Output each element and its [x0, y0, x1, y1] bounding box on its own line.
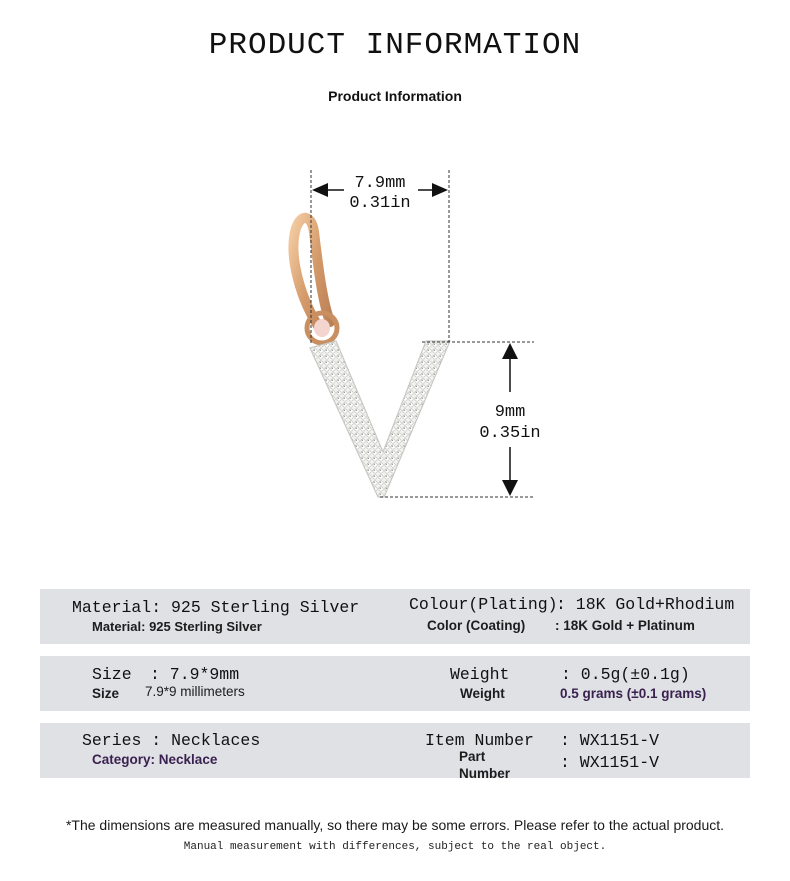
width-in-label: 0.31in [349, 194, 411, 213]
material-label: Material: 925 Sterling Silver [72, 598, 360, 617]
material-sub: Material: 925 Sterling Silver [92, 619, 262, 634]
size-sub-label: Size [92, 686, 120, 701]
series-sub [92, 752, 217, 767]
series-sub-value: Necklace [158, 752, 218, 767]
series-sub-key: Category: [92, 752, 156, 767]
size-label: Size [92, 665, 132, 684]
colour-value: : 18K Gold+Rhodium [556, 595, 735, 614]
item-number-label: Item Number [425, 731, 534, 750]
size-value: : 7.9*9mm [150, 665, 240, 684]
weight-label: Weight [450, 665, 510, 684]
disclaimer-note: *The dimensions are measured manually, so there may be some errors. Please refer to the actual product. [65, 817, 725, 833]
spec-row-size [40, 656, 750, 711]
weight-value: : 0.5g(±0.1g) [561, 665, 690, 684]
colour-sub-label: Color (Coating) [427, 618, 526, 633]
height-in-label: 0.35in [479, 424, 541, 443]
colour-sub-value: : 18K Gold + Platinum [555, 618, 695, 633]
width-mm-label: 7.9mm [354, 174, 406, 193]
item-number-value: : WX1151-V [560, 731, 660, 750]
series-label: Series : Necklaces [82, 731, 261, 750]
part-number-label-2: Number [459, 766, 511, 781]
part-number-label-1: Part [459, 749, 486, 764]
disclaimer-note-secondary: Manual measurement with differences, subject to the real object. [183, 841, 607, 853]
jump-ring-icon [294, 218, 337, 343]
height-mm-label: 9mm [494, 403, 526, 422]
size-sub-value: 7.9*9 millimeters [145, 684, 245, 699]
weight-sub-label: Weight [460, 686, 505, 701]
page-subtitle: Product Information [328, 88, 462, 104]
spec-row-series [40, 723, 750, 781]
spec-row-material [40, 589, 750, 644]
page-title: PRODUCT INFORMATION [208, 28, 582, 63]
weight-sub-value: 0.5 grams (±0.1 grams) [560, 686, 707, 701]
part-number-value: : WX1151-V [560, 753, 660, 772]
v-pendant-icon [310, 341, 450, 497]
colour-label: Colour(Plating) [409, 595, 558, 614]
